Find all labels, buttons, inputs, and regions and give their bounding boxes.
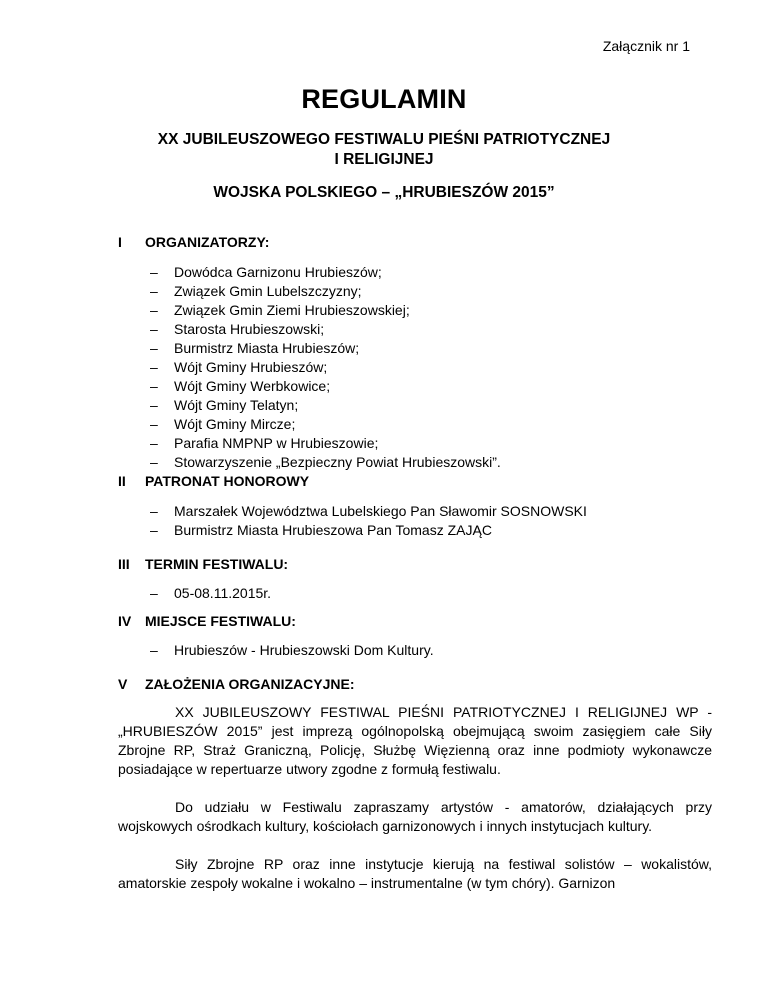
section-3-heading: [118, 556, 288, 572]
section-1-heading: [118, 234, 269, 250]
list-item: – Parafia NMPNP w Hrubieszowie;: [150, 435, 379, 451]
paragraph-2: Do udziału w Festiwalu zapraszamy artystów - amatorów, działających przy wojskowych ośrodkach kultury, kościołach garnizonowych i innych instytucjach kultury.: [118, 799, 712, 834]
section-5-heading: [118, 676, 354, 692]
list-item: – Hrubieszów - Hrubieszowski Dom Kultury.: [150, 642, 434, 658]
section-number: IV: [118, 613, 132, 629]
list-item: – Stowarzyszenie „Bezpieczny Powiat Hrubieszowski”.: [150, 454, 501, 470]
organizers-list: [150, 263, 501, 472]
section-title: TERMIN FESTIWALU:: [145, 556, 289, 572]
paragraph-3: Siły Zbrojne RP oraz inne instytucje kierują na festiwal solistów – wokalistów, amatorskie zespoły wokalne i wokalno – instrumentalne (w tym chóry). Garnizon: [118, 856, 712, 891]
subtitle-line-3: WOJSKA POLSKIEGO – „HRUBIESZÓW 2015”: [213, 184, 555, 201]
festival-date-list: [150, 584, 271, 603]
annex-label: Załącznik nr 1: [602, 38, 690, 54]
subtitle-line-2: I RELIGIJNEJ: [334, 151, 434, 168]
list-item: – Wójt Gminy Telatyn;: [150, 397, 299, 413]
list-item: – Burmistrz Miasta Hrubieszów;: [150, 340, 360, 356]
section-number: II: [118, 473, 126, 489]
section-number: III: [118, 556, 130, 572]
section-title: PATRONAT HONOROWY: [145, 473, 310, 489]
section-title: ORGANIZATORZY:: [145, 234, 270, 250]
festival-place-list: [150, 641, 434, 660]
document-subtitle: [0, 130, 768, 170]
list-item: – Starosta Hrubieszowski;: [150, 321, 325, 337]
list-item: – Związek Gmin Ziemi Hrubieszowskiej;: [150, 302, 410, 318]
list-item: – Wójt Gminy Werbkowice;: [150, 378, 331, 394]
section-title: ZAŁOŻENIA ORGANIZACYJNE:: [145, 676, 355, 692]
list-item: – Wójt Gminy Mircze;: [150, 416, 296, 432]
list-item: – Związek Gmin Lubelszczyzny;: [150, 283, 362, 299]
section-number: I: [118, 234, 122, 250]
paragraph-1: XX JUBILEUSZOWY FESTIWAL PIEŚNI PATRIOTYCZNEJ I RELIGIJNEJ WP - „HRUBIESZÓW 2015” jest imprezą ogólnopolską obejmującą swoim zasięgiem całe Siły Zbrojne RP, Straż Graniczną, Policję, Służbę Więzienną oraz inne podmioty wykonawcze posiadające w repertuarze utwory zgodne z formułą festiwalu.: [118, 704, 712, 777]
document-title: REGULAMIN: [301, 84, 467, 114]
list-item: – Marszałek Województwa Lubelskiego Pan Sławomir SOSNOWSKI: [150, 503, 587, 519]
section-4-heading: [118, 613, 296, 629]
section-title: MIEJSCE FESTIWALU:: [145, 613, 296, 629]
subtitle-line-1: XX JUBILEUSZOWEGO FESTIWALU PIEŚNI PATRIOTYCZNEJ: [157, 131, 611, 148]
list-item: – Dowódca Garnizonu Hrubieszów;: [150, 264, 382, 280]
list-item: – 05-08.11.2015r.: [150, 585, 272, 601]
patronage-list: [150, 502, 587, 540]
list-item: – Burmistrz Miasta Hrubieszowa Pan Tomasz ZAJĄC: [150, 522, 492, 538]
section-number: V: [118, 676, 128, 692]
section-2-heading: [118, 473, 309, 489]
list-item: – Wójt Gminy Hrubieszów;: [150, 359, 328, 375]
